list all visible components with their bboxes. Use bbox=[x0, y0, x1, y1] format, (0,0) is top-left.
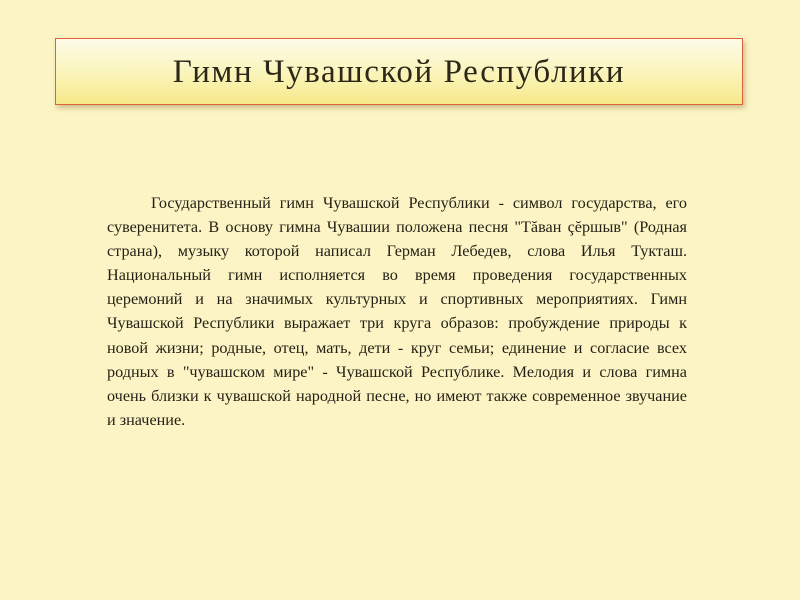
title-box bbox=[55, 38, 743, 105]
slide-title: Гимн Чувашской Республики bbox=[172, 54, 626, 90]
body-paragraph: Государственный гимн Чувашской Республики - символ государства, его суверенитета. В основу гимна Чувашии положена песня "Тăван çĕршыв" (Родная страна), музыку которой написал Герман Лебедев, слова Илья Тукташ. Национальный гимн исполняется во время проведения государственных церемоний и на значимых культурных и спортивных мероприятиях. Гимн Чувашской Республики выражает три круга образов: пробуждение природы к новой жизни; родные, отец, мать, дети - круг семьи; единение и согласие всех родных в "чувашском мире" - Чувашской Республике. Мелодия и слова гимна очень близки к чувашской народной песне, но имеют также современное звучание и значение. bbox=[107, 194, 687, 429]
